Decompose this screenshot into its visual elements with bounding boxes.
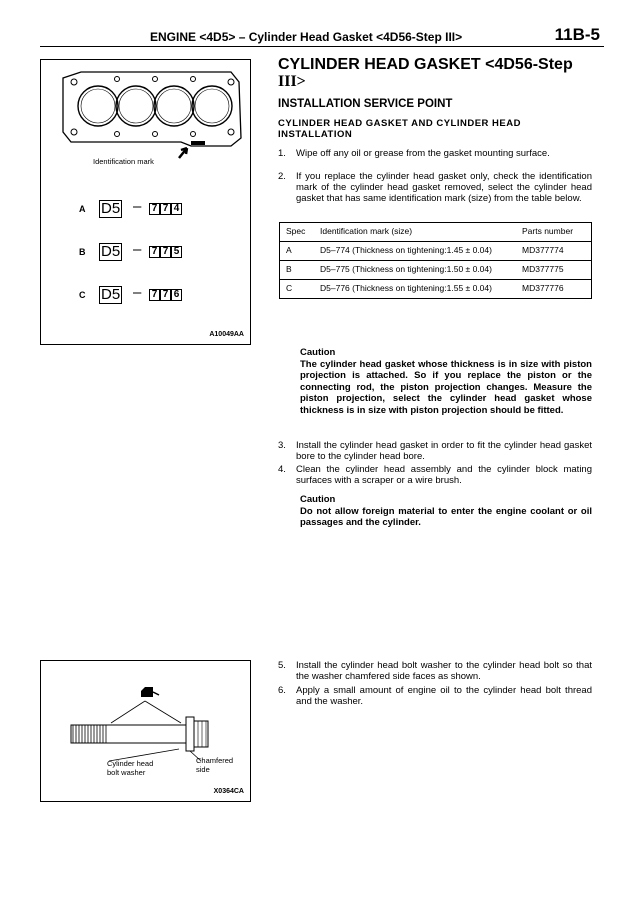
table-cell: D5–774 (Thickness on tightening:1.45 ± 0.04) [314, 242, 516, 261]
id-dash: – [133, 198, 142, 215]
table-cell: MD377774 [516, 242, 592, 261]
table-cell: D5–775 (Thickness on tightening:1.50 ± 0.04) [314, 261, 516, 280]
row-label-b: B [79, 247, 86, 257]
table-header: Spec [280, 223, 315, 242]
id-prefix: D5 [101, 286, 121, 303]
step-3 [278, 440, 592, 462]
id-digit: 7 [149, 246, 160, 258]
step-number: 3. [278, 440, 286, 451]
id-digit: 6 [171, 289, 182, 301]
table-row [280, 280, 592, 299]
step-2 [278, 171, 592, 215]
table-header-row [280, 223, 592, 242]
step-text: Wipe off any oil or grease from the gasket mounting surface. [296, 148, 550, 159]
bolt-drawing [41, 661, 250, 801]
id-digit: 5 [171, 246, 182, 258]
step-5 [278, 660, 592, 682]
washer-label-1: Cylinder head [107, 759, 154, 768]
section-title-line1: CYLINDER HEAD GASKET <4D56-Step [278, 56, 573, 73]
step-1 [278, 148, 592, 170]
table-cell: B [280, 261, 315, 280]
table-cell: MD377776 [516, 280, 592, 299]
caution-title: Caution [300, 347, 336, 358]
table-cell: MD377775 [516, 261, 592, 280]
id-digit: 7 [160, 246, 171, 258]
bolt-washer-figure [40, 660, 251, 802]
table-cell: C [280, 280, 315, 299]
chamfer-label-1: Chamfered [196, 756, 234, 765]
step-number: 6. [278, 685, 286, 696]
step-number: 5. [278, 660, 286, 671]
figure-code: A10049AA [209, 331, 244, 338]
table-cell: A [280, 242, 315, 261]
caution-title: Caution [300, 494, 336, 505]
washer-label-2: bolt washer [107, 768, 146, 777]
step-text: Clean the cylinder head assembly and the cylinder block mating surfaces with a scraper or a wire brush. [296, 464, 592, 486]
header-title: ENGINE <4D5> – Cylinder Head Gasket <4D56-Step III> [150, 30, 463, 44]
id-mark-b [99, 241, 180, 260]
id-mark-a [99, 198, 180, 217]
step-number: 2. [278, 171, 286, 182]
table-header: Parts number [516, 223, 592, 242]
id-digit: 7 [160, 203, 171, 215]
gasket-figure [40, 59, 251, 345]
step-text: If you replace the cylinder head gasket only, check the identification mark of the cylinder head gasket removed, select the cylinder head gasket that has same identification mark (size) from the table below. [296, 171, 592, 204]
id-prefix: D5 [101, 200, 121, 217]
id-dash: – [133, 284, 142, 301]
step-text: Apply a small amount of engine oil to the cylinder head bolt thread and the washer. [296, 685, 592, 707]
step-number: 1. [278, 148, 286, 159]
caution-block-1 [300, 347, 592, 416]
caution-block-2 [300, 494, 592, 529]
figure-code: X0364CA [213, 788, 244, 795]
procedure-heading: CYLINDER HEAD GASKET AND CYLINDER HEAD INSTALLATION [278, 118, 521, 140]
gasket-spec-table [279, 222, 592, 299]
chamfer-label-2: side [196, 765, 210, 774]
section-title-line2: III> [278, 73, 306, 90]
step-number: 4. [278, 464, 286, 475]
row-label-c: C [79, 290, 86, 300]
page-number: 11B-5 [554, 25, 600, 44]
step-4 [278, 464, 592, 486]
step-6 [278, 685, 592, 707]
id-prefix: D5 [101, 243, 121, 260]
row-label-a: A [79, 204, 86, 214]
caution-text: Do not allow foreign material to enter the engine coolant or oil passages and the cylinder. [300, 505, 592, 528]
id-digit: 7 [149, 289, 160, 301]
table-cell: D5–776 (Thickness on tightening:1.55 ± 0.04) [314, 280, 516, 299]
step-text: Install the cylinder head gasket in order to fit the cylinder head gasket bore to the cylinder head bore. [296, 440, 592, 462]
section-title [278, 56, 598, 90]
table-header: Identification mark (size) [314, 223, 516, 242]
id-digit: 4 [171, 203, 182, 215]
id-digit: 7 [149, 203, 160, 215]
id-digit: 7 [160, 289, 171, 301]
step-text: Install the cylinder head bolt washer to the cylinder head bolt so that the washer chamfered side faces as shown. [296, 660, 592, 682]
section-subtitle: INSTALLATION SERVICE POINT [278, 98, 453, 110]
header-rule [40, 46, 604, 47]
table-row [280, 261, 592, 280]
caution-text: The cylinder head gasket whose thickness is in size with piston projection is attached. So if you replace the piston or the connecting rod, the piston projection changes. Measure the piston projection, select the cylinder head gasket whose thickness is in size with piston projection should be fitted. [300, 358, 592, 416]
id-mark-c [99, 284, 180, 303]
table-row [280, 242, 592, 261]
identification-mark-label: Identification mark [93, 157, 154, 166]
id-dash: – [133, 241, 142, 258]
